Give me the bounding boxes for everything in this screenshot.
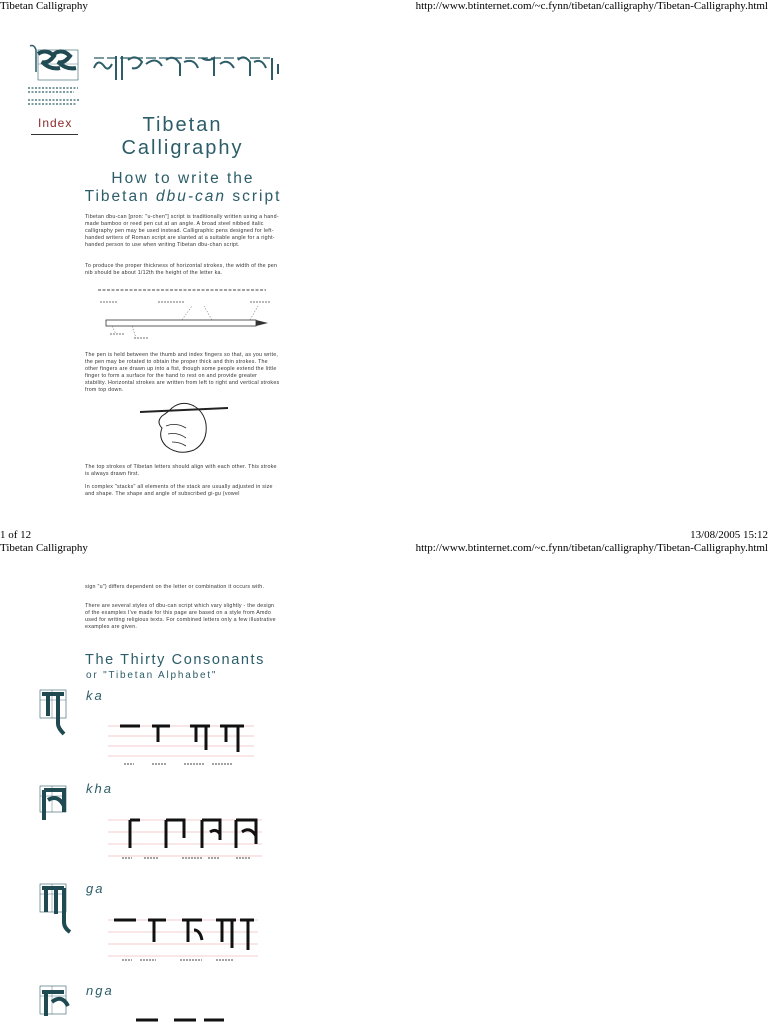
- page1-header-url[interactable]: http://www.btinternet.com/~c.fynn/tibetan/calligraphy/Tibetan-Calligraphy.html: [415, 0, 768, 12]
- page-title: [100, 114, 265, 160]
- paragraph-script-styles: There are several styles of dbu-can script which vary slightly - the design of the examples I've made for this page are based on a style from Amdo used for writing religious texts. For combined letters only a few illustrative examples are given.: [85, 603, 276, 630]
- kha-stroke-sequence-illustration: [108, 814, 264, 868]
- ka-letter-icon: [38, 688, 70, 744]
- page1-footer-timestamp: 13/08/2005 15:12: [690, 529, 768, 541]
- title-line-2: Calligraphy: [121, 137, 244, 159]
- nga-stroke-sequence-illustration: [108, 1014, 258, 1024]
- paragraph-top-strokes: The top strokes of Tibetan letters should align with each other. This stroke is always drawn first.: [85, 464, 277, 477]
- tibetan-logo-icon: [24, 42, 84, 110]
- index-underline-divider: [31, 134, 78, 135]
- consonant-label-nga: nga: [86, 983, 114, 998]
- paragraph-gigu-continued: sign "u") differs dependent on the letter or combination it occurs with.: [85, 584, 265, 590]
- ka-stroke-sequence-illustration: [108, 718, 256, 774]
- tibetan-heading-script-icon: [92, 50, 287, 88]
- nga-letter-icon: [38, 984, 72, 1024]
- consonant-label-ga: ga: [86, 881, 105, 896]
- index-link[interactable]: Index: [38, 116, 73, 130]
- consonant-label-kha: kha: [86, 781, 113, 796]
- pen-diagram-illustration: [92, 284, 282, 344]
- paragraph-pen-intro: Tibetan dbu-can [pron: "u-chen"] script is traditionally written using a hand-made bamboo or reed pen cut at an angle. A broad steel nibbed italic calligraphy pen may be used instead. Calligraphic pens designed for left-handed writers of Roman script are slanted at a suitable angle for a right-handed person to use when writing Tibetan dbu-chan script.: [85, 214, 279, 248]
- hand-holding-pen-illustration: [138, 398, 233, 458]
- paragraph-holding-pen: The pen is held between the thumb and index fingers so that, as you write, the pen may be rotated to obtain the proper thick and thin strokes. The other fingers are drawn up into a fist, though some people extend the little finger to form a surface for the hand to rest on and provide greater stability. Horizontal strokes are written from left to right and vertical strokes from top down.: [85, 352, 280, 393]
- page-subtitle: [82, 170, 284, 206]
- section-subtitle: or "Tibetan Alphabet": [86, 670, 218, 681]
- page1-footer-page-number: 1 of 12: [0, 529, 32, 541]
- consonant-label-ka: ka: [86, 688, 104, 703]
- ga-stroke-sequence-illustration: [108, 912, 260, 968]
- paragraph-nib-width: To produce the proper thickness of horizontal strokes, the width of the pen nib should be about 1/12th the height of the letter ka.: [85, 263, 278, 276]
- subtitle-line-2: Tibetan dbu-can script: [84, 188, 282, 205]
- paragraph-complex-stacks: In complex "stacks" all elements of the stack are usually adjusted in size and shape. The shape and angle of subscribed gi-gu (vowel: [85, 484, 273, 497]
- page2-header-title: Tibetan Calligraphy: [0, 542, 88, 554]
- page1-header-title: Tibetan Calligraphy: [0, 0, 88, 12]
- subtitle-line-1: How to write the: [111, 170, 255, 187]
- title-line-1: Tibetan: [142, 114, 223, 136]
- kha-letter-icon: [38, 784, 70, 828]
- ga-letter-icon: [38, 882, 72, 938]
- page2-header-url[interactable]: http://www.btinternet.com/~c.fynn/tibetan/calligraphy/Tibetan-Calligraphy.html: [415, 542, 768, 554]
- section-title: The Thirty Consonants: [85, 652, 266, 668]
